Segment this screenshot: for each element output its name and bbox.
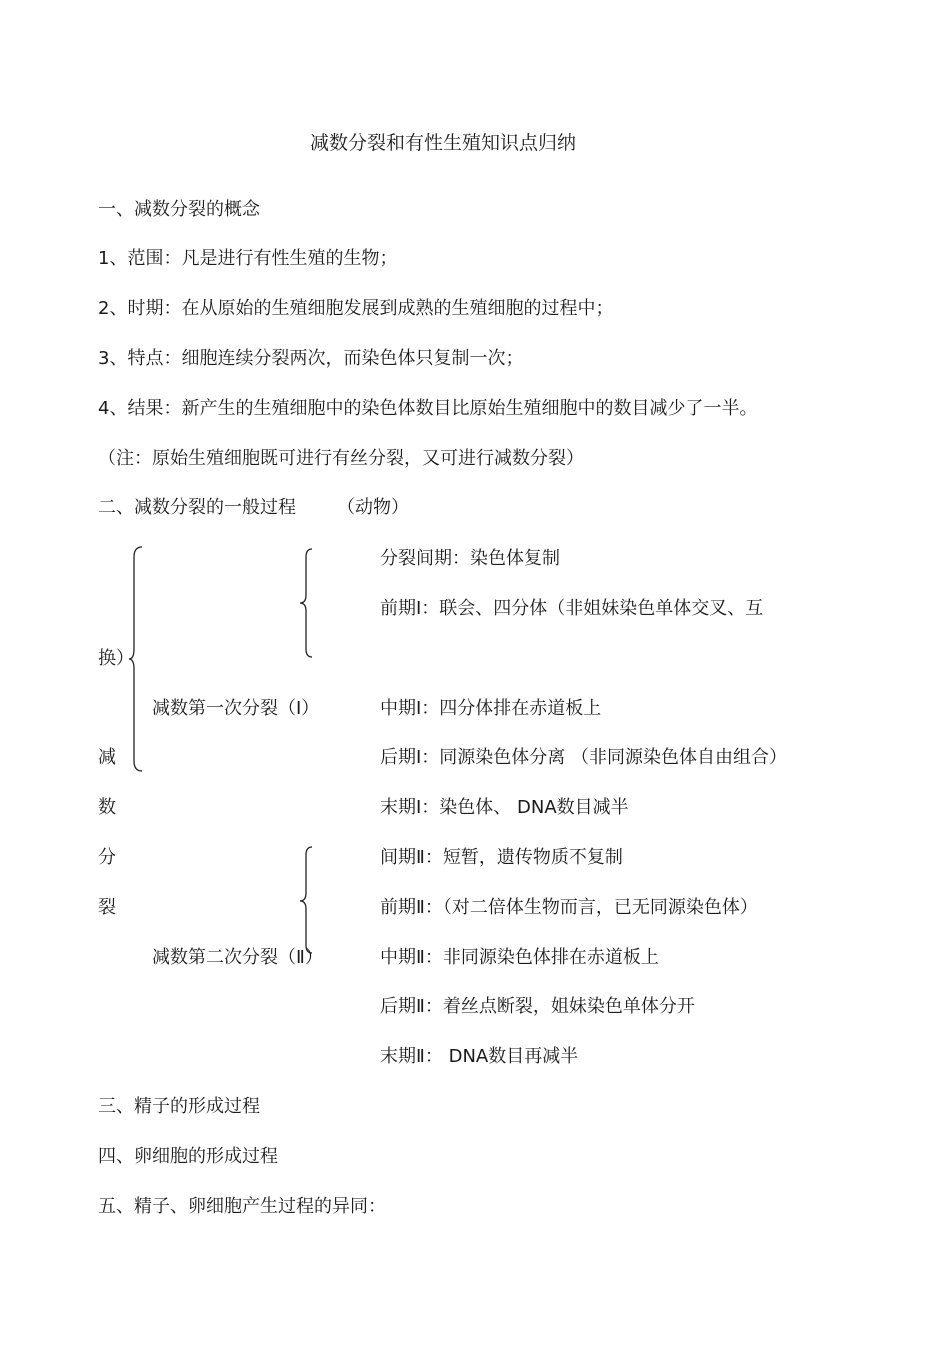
division1-brace — [298, 547, 318, 661]
document-title: 减数分裂和有性生殖知识点归纳 — [310, 132, 577, 154]
phase-interphase: 分裂间期：染色体复制 — [380, 548, 560, 569]
phase-metaphase-1: 中期Ⅰ：四分体排在赤道板上 — [380, 698, 602, 719]
phase-metaphase-2: 中期Ⅱ：非同源染色体排在赤道板上 — [380, 947, 659, 968]
wrapped-text-fragment: 换） — [98, 648, 134, 669]
meiosis-label-char-4: 裂 — [98, 897, 116, 918]
section1-heading: 一、减数分裂的概念 — [98, 199, 260, 220]
section2-heading-note: （动物） — [337, 497, 409, 518]
division1-label: 减数第一次分裂（Ⅰ） — [152, 698, 320, 719]
section1-item-range: 1、范围：凡是进行有性生殖的生物； — [98, 248, 398, 269]
section1-note: （注：原始生殖细胞既可进行有丝分裂，又可进行减数分裂） — [98, 448, 584, 469]
section4-heading: 四、卵细胞的形成过程 — [98, 1146, 278, 1167]
phase-prophase-1: 前期Ⅰ：联会、四分体（非姐妹染色单体交叉、互 — [380, 598, 764, 619]
phase-interkinesis-2: 间期Ⅱ：短暂，遗传物质不复制 — [380, 847, 623, 868]
division2-brace — [298, 845, 318, 957]
meiosis-label-char-3: 分 — [98, 847, 116, 868]
phase-anaphase-2: 后期Ⅱ：着丝点断裂，姐妹染色单体分开 — [380, 996, 695, 1017]
section5-heading: 五、精子、卵细胞产生过程的异同： — [98, 1196, 386, 1217]
section1-item-period: 2、时期：在从原始的生殖细胞发展到成熟的生殖细胞的过程中； — [98, 298, 614, 319]
meiosis-label-char-1: 减 — [98, 747, 116, 768]
phase-prophase-2: 前期Ⅱ：（对二倍体生物而言，已无同源染色体） — [380, 897, 758, 918]
phase-telophase-2: 末期Ⅱ： DNA数目再减半 — [380, 1046, 579, 1067]
section1-item-feature: 3、特点：细胞连续分裂两次，而染色体只复制一次； — [98, 348, 524, 369]
division2-label: 减数第二次分裂（Ⅱ） — [152, 947, 323, 968]
section1-item-result: 4、结果：新产生的生殖细胞中的染色体数目比原始生殖细胞中的数目减少了一半。 — [98, 398, 758, 419]
section2-heading: 二、减数分裂的一般过程 — [98, 497, 296, 518]
phase-anaphase-1: 后期Ⅰ：同源染色体分离 （非同源染色体自由组合） — [380, 747, 788, 768]
meiosis-label-char-2: 数 — [98, 797, 116, 818]
phase-telophase-1: 末期Ⅰ：染色体、 DNA数目减半 — [380, 797, 629, 818]
section3-heading: 三、精子的形成过程 — [98, 1096, 260, 1117]
